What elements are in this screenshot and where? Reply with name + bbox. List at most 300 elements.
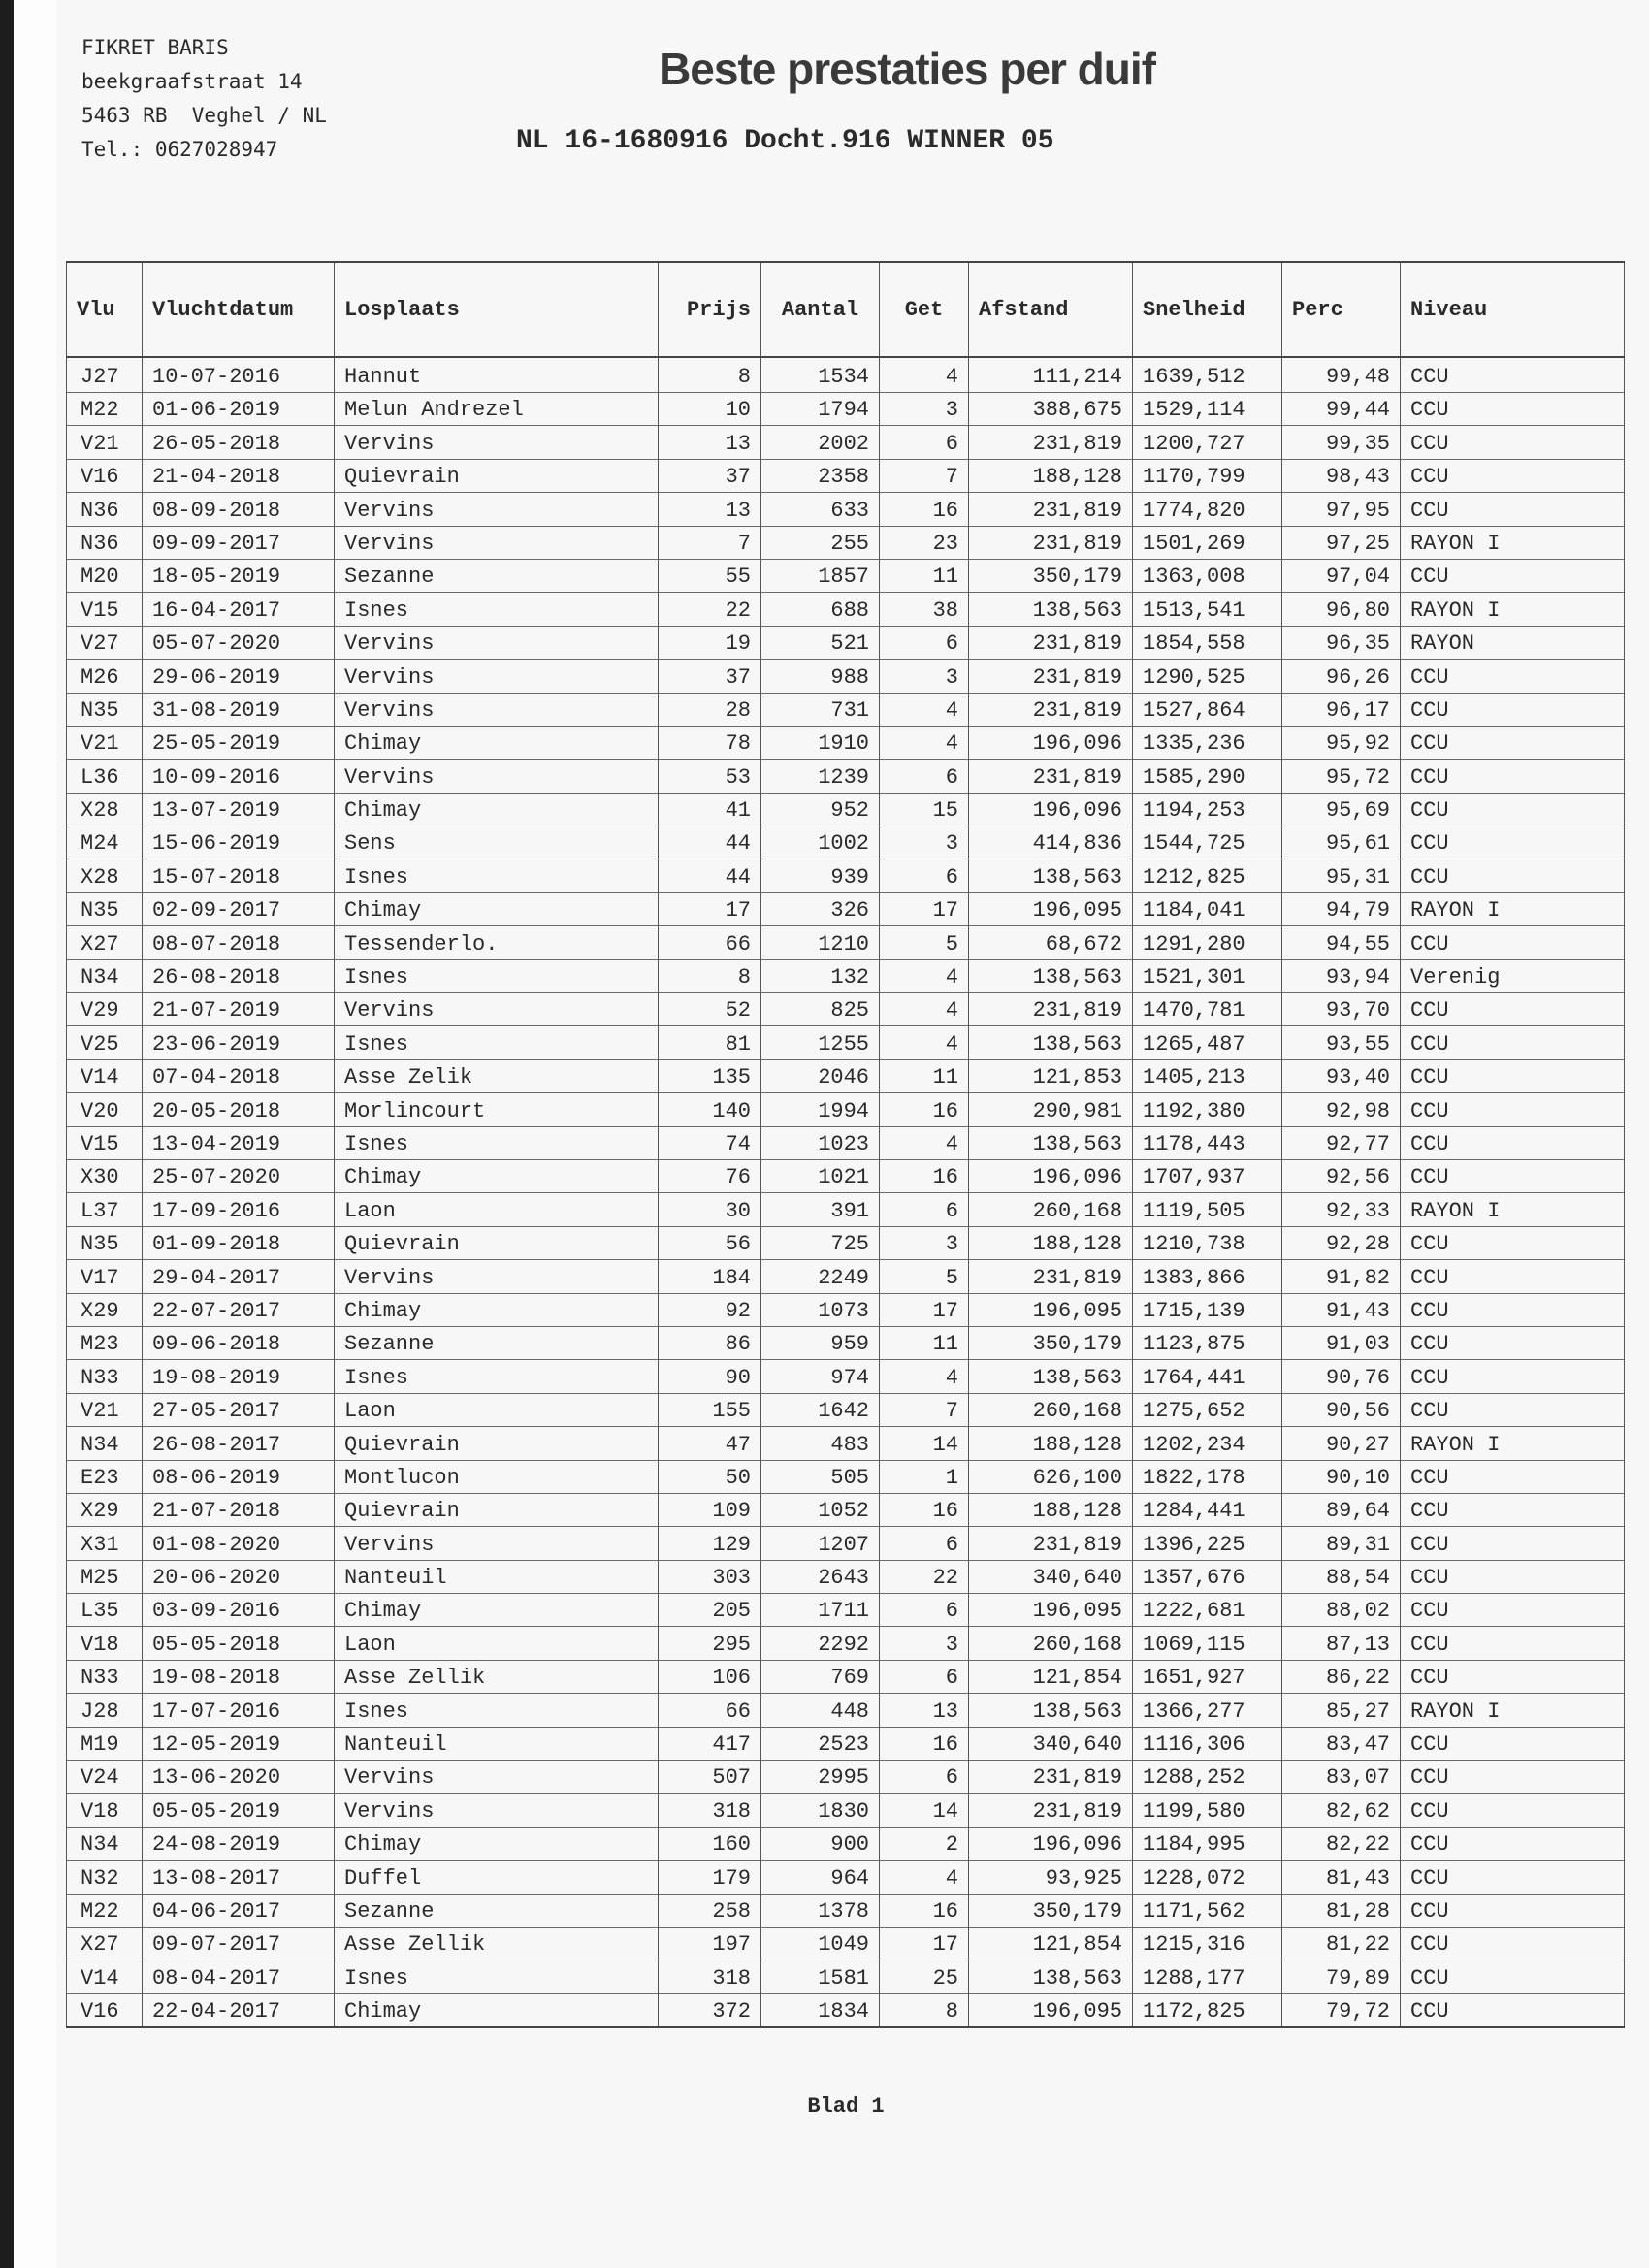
- cell-losplaats: Chimay: [335, 1827, 659, 1860]
- cell-losplaats: Vervins: [335, 693, 659, 726]
- cell-losplaats: Chimay: [335, 793, 659, 826]
- cell-vluchtdatum: 13-04-2019: [143, 1126, 335, 1159]
- cell-afstand: 138,563: [969, 959, 1133, 992]
- cell-vlu: X27: [67, 926, 143, 959]
- cell-snelheid: 1521,301: [1133, 959, 1282, 992]
- cell-vlu: V17: [67, 1260, 143, 1293]
- cell-get: 13: [880, 1694, 969, 1727]
- cell-vluchtdatum: 17-09-2016: [143, 1193, 335, 1226]
- cell-vlu: V16: [67, 459, 143, 492]
- cell-vlu: M22: [67, 1894, 143, 1927]
- cell-prijs: 41: [659, 793, 761, 826]
- cell-afstand: 196,096: [969, 1159, 1133, 1192]
- cell-niveau: RAYON I: [1401, 1427, 1625, 1460]
- cell-snelheid: 1529,114: [1133, 393, 1282, 426]
- cell-vluchtdatum: 09-06-2018: [143, 1326, 335, 1359]
- cell-aantal: 505: [761, 1460, 880, 1493]
- cell-snelheid: 1288,177: [1133, 1960, 1282, 1993]
- cell-aantal: 2292: [761, 1627, 880, 1660]
- cell-snelheid: 1651,927: [1133, 1660, 1282, 1693]
- cell-perc: 90,56: [1282, 1393, 1401, 1426]
- cell-afstand: 138,563: [969, 593, 1133, 626]
- cell-vlu: V20: [67, 1093, 143, 1126]
- cell-niveau: CCU: [1401, 1527, 1625, 1560]
- cell-perc: 92,28: [1282, 1226, 1401, 1259]
- cell-vluchtdatum: 26-08-2018: [143, 959, 335, 992]
- cell-snelheid: 1222,681: [1133, 1594, 1282, 1627]
- cell-aantal: 1255: [761, 1026, 880, 1059]
- cell-prijs: 22: [659, 593, 761, 626]
- cell-afstand: 196,096: [969, 793, 1133, 826]
- cell-afstand: 414,836: [969, 826, 1133, 859]
- cell-losplaats: Quievrain: [335, 1427, 659, 1460]
- table-row: [67, 1660, 1625, 1693]
- cell-vlu: L36: [67, 760, 143, 793]
- cell-perc: 94,79: [1282, 892, 1401, 925]
- cell-snelheid: 1199,580: [1133, 1794, 1282, 1827]
- cell-vluchtdatum: 03-09-2016: [143, 1594, 335, 1627]
- cell-aantal: 1210: [761, 926, 880, 959]
- cell-prijs: 295: [659, 1627, 761, 1660]
- cell-vlu: V21: [67, 726, 143, 759]
- cell-losplaats: Isnes: [335, 1960, 659, 1993]
- cell-losplaats: Asse Zellik: [335, 1660, 659, 1693]
- cell-perc: 90,10: [1282, 1460, 1401, 1493]
- cell-afstand: 68,672: [969, 926, 1133, 959]
- cell-prijs: 7: [659, 526, 761, 559]
- cell-losplaats: Vervins: [335, 493, 659, 526]
- cell-snelheid: 1335,236: [1133, 726, 1282, 759]
- cell-perc: 91,03: [1282, 1326, 1401, 1359]
- table-row: [67, 1226, 1625, 1259]
- cell-vluchtdatum: 13-08-2017: [143, 1861, 335, 1894]
- cell-vluchtdatum: 01-06-2019: [143, 393, 335, 426]
- cell-niveau: RAYON I: [1401, 1694, 1625, 1727]
- table-row: [67, 593, 1625, 626]
- cell-losplaats: Morlincourt: [335, 1093, 659, 1126]
- table-row: [67, 826, 1625, 859]
- cell-prijs: 19: [659, 626, 761, 659]
- cell-get: 17: [880, 892, 969, 925]
- cell-vlu: V21: [67, 426, 143, 459]
- cell-niveau: CCU: [1401, 1660, 1625, 1693]
- cell-snelheid: 1194,253: [1133, 793, 1282, 826]
- cell-afstand: 138,563: [969, 1026, 1133, 1059]
- cell-perc: 99,48: [1282, 357, 1401, 393]
- cell-perc: 98,43: [1282, 459, 1401, 492]
- cell-perc: 92,98: [1282, 1093, 1401, 1126]
- cell-prijs: 90: [659, 1360, 761, 1393]
- cell-vluchtdatum: 08-07-2018: [143, 926, 335, 959]
- cell-vluchtdatum: 05-07-2020: [143, 626, 335, 659]
- cell-get: 6: [880, 1527, 969, 1560]
- cell-prijs: 50: [659, 1460, 761, 1493]
- cell-get: 4: [880, 1026, 969, 1059]
- cell-vluchtdatum: 21-07-2019: [143, 993, 335, 1026]
- cell-vluchtdatum: 15-06-2019: [143, 826, 335, 859]
- cell-get: 25: [880, 1960, 969, 1993]
- cell-perc: 87,13: [1282, 1627, 1401, 1660]
- table-row: [67, 1460, 1625, 1493]
- cell-aantal: 483: [761, 1427, 880, 1460]
- cell-vluchtdatum: 24-08-2019: [143, 1827, 335, 1860]
- cell-snelheid: 1396,225: [1133, 1527, 1282, 1560]
- cell-aantal: 731: [761, 693, 880, 726]
- cell-vlu: X29: [67, 1493, 143, 1526]
- column-header-afstand: Afstand: [969, 262, 1133, 357]
- cell-niveau: CCU: [1401, 1827, 1625, 1860]
- cell-get: 4: [880, 993, 969, 1026]
- cell-get: 11: [880, 1326, 969, 1359]
- cell-snelheid: 1383,866: [1133, 1260, 1282, 1293]
- cell-perc: 93,70: [1282, 993, 1401, 1026]
- cell-vlu: M23: [67, 1326, 143, 1359]
- column-header-losplaats: Losplaats: [335, 262, 659, 357]
- cell-losplaats: Duffel: [335, 1861, 659, 1894]
- results-table-container: [66, 261, 1624, 2028]
- cell-losplaats: Chimay: [335, 1993, 659, 2026]
- cell-aantal: 1207: [761, 1527, 880, 1560]
- cell-losplaats: Tessenderlo.: [335, 926, 659, 959]
- cell-losplaats: Chimay: [335, 726, 659, 759]
- cell-niveau: Verenig: [1401, 959, 1625, 992]
- cell-aantal: 521: [761, 626, 880, 659]
- cell-perc: 96,26: [1282, 660, 1401, 693]
- cell-niveau: CCU: [1401, 1794, 1625, 1827]
- table-row: [67, 1694, 1625, 1727]
- cell-snelheid: 1764,441: [1133, 1360, 1282, 1393]
- cell-niveau: CCU: [1401, 826, 1625, 859]
- cell-afstand: 340,640: [969, 1560, 1133, 1593]
- cell-perc: 97,04: [1282, 559, 1401, 592]
- cell-get: 22: [880, 1560, 969, 1593]
- cell-losplaats: Vervins: [335, 626, 659, 659]
- cell-losplaats: Chimay: [335, 1159, 659, 1192]
- table-row: [67, 859, 1625, 892]
- cell-get: 3: [880, 1627, 969, 1660]
- cell-get: 3: [880, 660, 969, 693]
- cell-perc: 86,22: [1282, 1660, 1401, 1693]
- cell-niveau: CCU: [1401, 1360, 1625, 1393]
- cell-vluchtdatum: 05-05-2018: [143, 1627, 335, 1660]
- cell-vluchtdatum: 13-07-2019: [143, 793, 335, 826]
- cell-get: 23: [880, 526, 969, 559]
- cell-snelheid: 1178,443: [1133, 1126, 1282, 1159]
- cell-afstand: 138,563: [969, 1694, 1133, 1727]
- cell-snelheid: 1639,512: [1133, 357, 1282, 393]
- cell-vlu: N33: [67, 1660, 143, 1693]
- cell-snelheid: 1284,441: [1133, 1493, 1282, 1526]
- cell-prijs: 37: [659, 459, 761, 492]
- cell-prijs: 13: [659, 426, 761, 459]
- sender-phone: Tel.: 0627028947: [81, 138, 278, 161]
- cell-perc: 81,28: [1282, 1894, 1401, 1927]
- cell-vlu: X27: [67, 1927, 143, 1960]
- cell-snelheid: 1210,738: [1133, 1226, 1282, 1259]
- table-row: [67, 559, 1625, 592]
- cell-niveau: CCU: [1401, 493, 1625, 526]
- cell-get: 3: [880, 393, 969, 426]
- column-header-aantal: Aantal: [761, 262, 880, 357]
- table-row: [67, 1026, 1625, 1059]
- cell-aantal: 2002: [761, 426, 880, 459]
- cell-prijs: 37: [659, 660, 761, 693]
- table-row: [67, 726, 1625, 759]
- cell-get: 11: [880, 1059, 969, 1092]
- cell-aantal: 725: [761, 1226, 880, 1259]
- cell-losplaats: Vervins: [335, 426, 659, 459]
- cell-perc: 93,40: [1282, 1059, 1401, 1092]
- cell-vluchtdatum: 15-07-2018: [143, 859, 335, 892]
- cell-prijs: 78: [659, 726, 761, 759]
- cell-vlu: M20: [67, 559, 143, 592]
- cell-vluchtdatum: 08-04-2017: [143, 1960, 335, 1993]
- cell-get: 16: [880, 1159, 969, 1192]
- cell-perc: 83,07: [1282, 1761, 1401, 1794]
- cell-aantal: 952: [761, 793, 880, 826]
- cell-vlu: N34: [67, 1827, 143, 1860]
- cell-snelheid: 1501,269: [1133, 526, 1282, 559]
- cell-prijs: 28: [659, 693, 761, 726]
- cell-niveau: CCU: [1401, 393, 1625, 426]
- cell-losplaats: Isnes: [335, 1026, 659, 1059]
- cell-snelheid: 1215,316: [1133, 1927, 1282, 1960]
- cell-aantal: 688: [761, 593, 880, 626]
- cell-losplaats: Nanteuil: [335, 1727, 659, 1760]
- cell-aantal: 1857: [761, 559, 880, 592]
- cell-prijs: 8: [659, 959, 761, 992]
- cell-aantal: 2249: [761, 1260, 880, 1293]
- cell-prijs: 76: [659, 1159, 761, 1192]
- cell-perc: 82,62: [1282, 1794, 1401, 1827]
- cell-vluchtdatum: 22-07-2017: [143, 1293, 335, 1326]
- table-row: [67, 793, 1625, 826]
- sender-city: 5463 RB Veghel / NL: [81, 104, 327, 127]
- cell-losplaats: Montlucon: [335, 1460, 659, 1493]
- scan-margin: [14, 0, 57, 2268]
- cell-vlu: J28: [67, 1694, 143, 1727]
- cell-niveau: CCU: [1401, 1993, 1625, 2026]
- cell-perc: 93,94: [1282, 959, 1401, 992]
- cell-afstand: 121,854: [969, 1660, 1133, 1693]
- cell-snelheid: 1275,652: [1133, 1393, 1282, 1426]
- cell-afstand: 260,168: [969, 1393, 1133, 1426]
- cell-niveau: CCU: [1401, 459, 1625, 492]
- page-title: Beste prestaties per duif: [659, 44, 1155, 94]
- table-row: [67, 493, 1625, 526]
- cell-prijs: 47: [659, 1427, 761, 1460]
- cell-niveau: CCU: [1401, 726, 1625, 759]
- cell-niveau: RAYON I: [1401, 1193, 1625, 1226]
- page-number: Blad 1: [807, 2094, 885, 2119]
- cell-vluchtdatum: 26-05-2018: [143, 426, 335, 459]
- table-row: [67, 1360, 1625, 1393]
- cell-aantal: 1002: [761, 826, 880, 859]
- cell-aantal: 1581: [761, 1960, 880, 1993]
- cell-perc: 95,69: [1282, 793, 1401, 826]
- cell-aantal: 1023: [761, 1126, 880, 1159]
- cell-snelheid: 1707,937: [1133, 1159, 1282, 1192]
- cell-losplaats: Isnes: [335, 1360, 659, 1393]
- cell-get: 6: [880, 1193, 969, 1226]
- cell-vluchtdatum: 10-09-2016: [143, 760, 335, 793]
- cell-vluchtdatum: 02-09-2017: [143, 892, 335, 925]
- cell-vlu: V24: [67, 1761, 143, 1794]
- cell-snelheid: 1291,280: [1133, 926, 1282, 959]
- cell-niveau: CCU: [1401, 1493, 1625, 1526]
- cell-prijs: 81: [659, 1026, 761, 1059]
- cell-niveau: CCU: [1401, 660, 1625, 693]
- column-header-get: Get: [880, 262, 969, 357]
- cell-losplaats: Isnes: [335, 593, 659, 626]
- cell-vlu: N36: [67, 526, 143, 559]
- table-row: [67, 926, 1625, 959]
- cell-afstand: 626,100: [969, 1460, 1133, 1493]
- cell-snelheid: 1357,676: [1133, 1560, 1282, 1593]
- cell-vluchtdatum: 20-05-2018: [143, 1093, 335, 1126]
- cell-afstand: 138,563: [969, 1360, 1133, 1393]
- cell-prijs: 160: [659, 1827, 761, 1860]
- table-row: [67, 1827, 1625, 1860]
- cell-vlu: M25: [67, 1560, 143, 1593]
- cell-get: 16: [880, 1493, 969, 1526]
- cell-niveau: CCU: [1401, 1627, 1625, 1660]
- table-row: [67, 426, 1625, 459]
- cell-perc: 82,22: [1282, 1827, 1401, 1860]
- column-header-vluchtdatum: Vluchtdatum: [143, 262, 335, 357]
- cell-snelheid: 1228,072: [1133, 1861, 1282, 1894]
- cell-vlu: N35: [67, 1226, 143, 1259]
- cell-vlu: V15: [67, 1126, 143, 1159]
- cell-afstand: 231,819: [969, 1794, 1133, 1827]
- cell-aantal: 1910: [761, 726, 880, 759]
- cell-aantal: 2995: [761, 1761, 880, 1794]
- results-table: [66, 261, 1625, 2028]
- cell-niveau: CCU: [1401, 357, 1625, 393]
- table-row: [67, 1627, 1625, 1660]
- cell-perc: 92,77: [1282, 1126, 1401, 1159]
- cell-afstand: 121,853: [969, 1059, 1133, 1092]
- table-row: [67, 693, 1625, 726]
- cell-snelheid: 1405,213: [1133, 1059, 1282, 1092]
- cell-afstand: 111,214: [969, 357, 1133, 393]
- cell-vluchtdatum: 26-08-2017: [143, 1427, 335, 1460]
- cell-vluchtdatum: 29-04-2017: [143, 1260, 335, 1293]
- table-row: [67, 1159, 1625, 1192]
- cell-losplaats: Vervins: [335, 1527, 659, 1560]
- cell-perc: 95,92: [1282, 726, 1401, 759]
- cell-get: 6: [880, 859, 969, 892]
- cell-afstand: 231,819: [969, 1527, 1133, 1560]
- cell-afstand: 350,179: [969, 1326, 1133, 1359]
- cell-aantal: 1378: [761, 1894, 880, 1927]
- cell-vluchtdatum: 08-09-2018: [143, 493, 335, 526]
- cell-vluchtdatum: 09-07-2017: [143, 1927, 335, 1960]
- cell-prijs: 318: [659, 1960, 761, 1993]
- cell-get: 16: [880, 1727, 969, 1760]
- cell-perc: 95,31: [1282, 859, 1401, 892]
- cell-prijs: 417: [659, 1727, 761, 1760]
- cell-prijs: 155: [659, 1393, 761, 1426]
- cell-snelheid: 1212,825: [1133, 859, 1282, 892]
- cell-afstand: 231,819: [969, 993, 1133, 1026]
- cell-snelheid: 1200,727: [1133, 426, 1282, 459]
- cell-vlu: V14: [67, 1960, 143, 1993]
- cell-get: 7: [880, 459, 969, 492]
- cell-prijs: 66: [659, 1694, 761, 1727]
- cell-losplaats: Laon: [335, 1193, 659, 1226]
- cell-snelheid: 1069,115: [1133, 1627, 1282, 1660]
- cell-afstand: 350,179: [969, 559, 1133, 592]
- cell-vluchtdatum: 17-07-2016: [143, 1694, 335, 1727]
- cell-get: 17: [880, 1927, 969, 1960]
- cell-prijs: 53: [659, 760, 761, 793]
- cell-vlu: X30: [67, 1159, 143, 1192]
- cell-niveau: CCU: [1401, 1260, 1625, 1293]
- table-row: [67, 393, 1625, 426]
- cell-snelheid: 1265,487: [1133, 1026, 1282, 1059]
- cell-niveau: CCU: [1401, 1059, 1625, 1092]
- cell-perc: 92,56: [1282, 1159, 1401, 1192]
- table-row: [67, 357, 1625, 393]
- cell-snelheid: 1116,306: [1133, 1727, 1282, 1760]
- cell-prijs: 205: [659, 1594, 761, 1627]
- cell-get: 6: [880, 1594, 969, 1627]
- cell-prijs: 92: [659, 1293, 761, 1326]
- cell-get: 4: [880, 1360, 969, 1393]
- cell-aantal: 769: [761, 1660, 880, 1693]
- cell-aantal: 1239: [761, 760, 880, 793]
- cell-snelheid: 1513,541: [1133, 593, 1282, 626]
- cell-vluchtdatum: 10-07-2016: [143, 357, 335, 393]
- table-row: [67, 1260, 1625, 1293]
- cell-afstand: 231,819: [969, 760, 1133, 793]
- sender-name: FIKRET BARIS: [81, 36, 229, 59]
- table-row: [67, 1093, 1625, 1126]
- cell-get: 16: [880, 493, 969, 526]
- cell-vluchtdatum: 29-06-2019: [143, 660, 335, 693]
- cell-snelheid: 1172,825: [1133, 1993, 1282, 2026]
- cell-prijs: 13: [659, 493, 761, 526]
- cell-vluchtdatum: 31-08-2019: [143, 693, 335, 726]
- cell-vlu: X29: [67, 1293, 143, 1326]
- cell-losplaats: Quievrain: [335, 1493, 659, 1526]
- cell-aantal: 1994: [761, 1093, 880, 1126]
- cell-niveau: CCU: [1401, 559, 1625, 592]
- cell-losplaats: Sezanne: [335, 1894, 659, 1927]
- cell-aantal: 939: [761, 859, 880, 892]
- cell-aantal: 1052: [761, 1493, 880, 1526]
- cell-perc: 90,27: [1282, 1427, 1401, 1460]
- cell-niveau: CCU: [1401, 926, 1625, 959]
- table-row: [67, 1894, 1625, 1927]
- cell-snelheid: 1184,995: [1133, 1827, 1282, 1860]
- cell-aantal: 964: [761, 1861, 880, 1894]
- cell-snelheid: 1192,380: [1133, 1093, 1282, 1126]
- cell-afstand: 93,925: [969, 1861, 1133, 1894]
- cell-afstand: 350,179: [969, 1894, 1133, 1927]
- cell-losplaats: Laon: [335, 1627, 659, 1660]
- cell-aantal: 988: [761, 660, 880, 693]
- cell-perc: 95,61: [1282, 826, 1401, 859]
- table-header-row: [67, 262, 1625, 357]
- cell-snelheid: 1290,525: [1133, 660, 1282, 693]
- cell-niveau: CCU: [1401, 1761, 1625, 1794]
- cell-aantal: 132: [761, 959, 880, 992]
- cell-niveau: CCU: [1401, 1727, 1625, 1760]
- cell-niveau: CCU: [1401, 1894, 1625, 1927]
- cell-aantal: 2523: [761, 1727, 880, 1760]
